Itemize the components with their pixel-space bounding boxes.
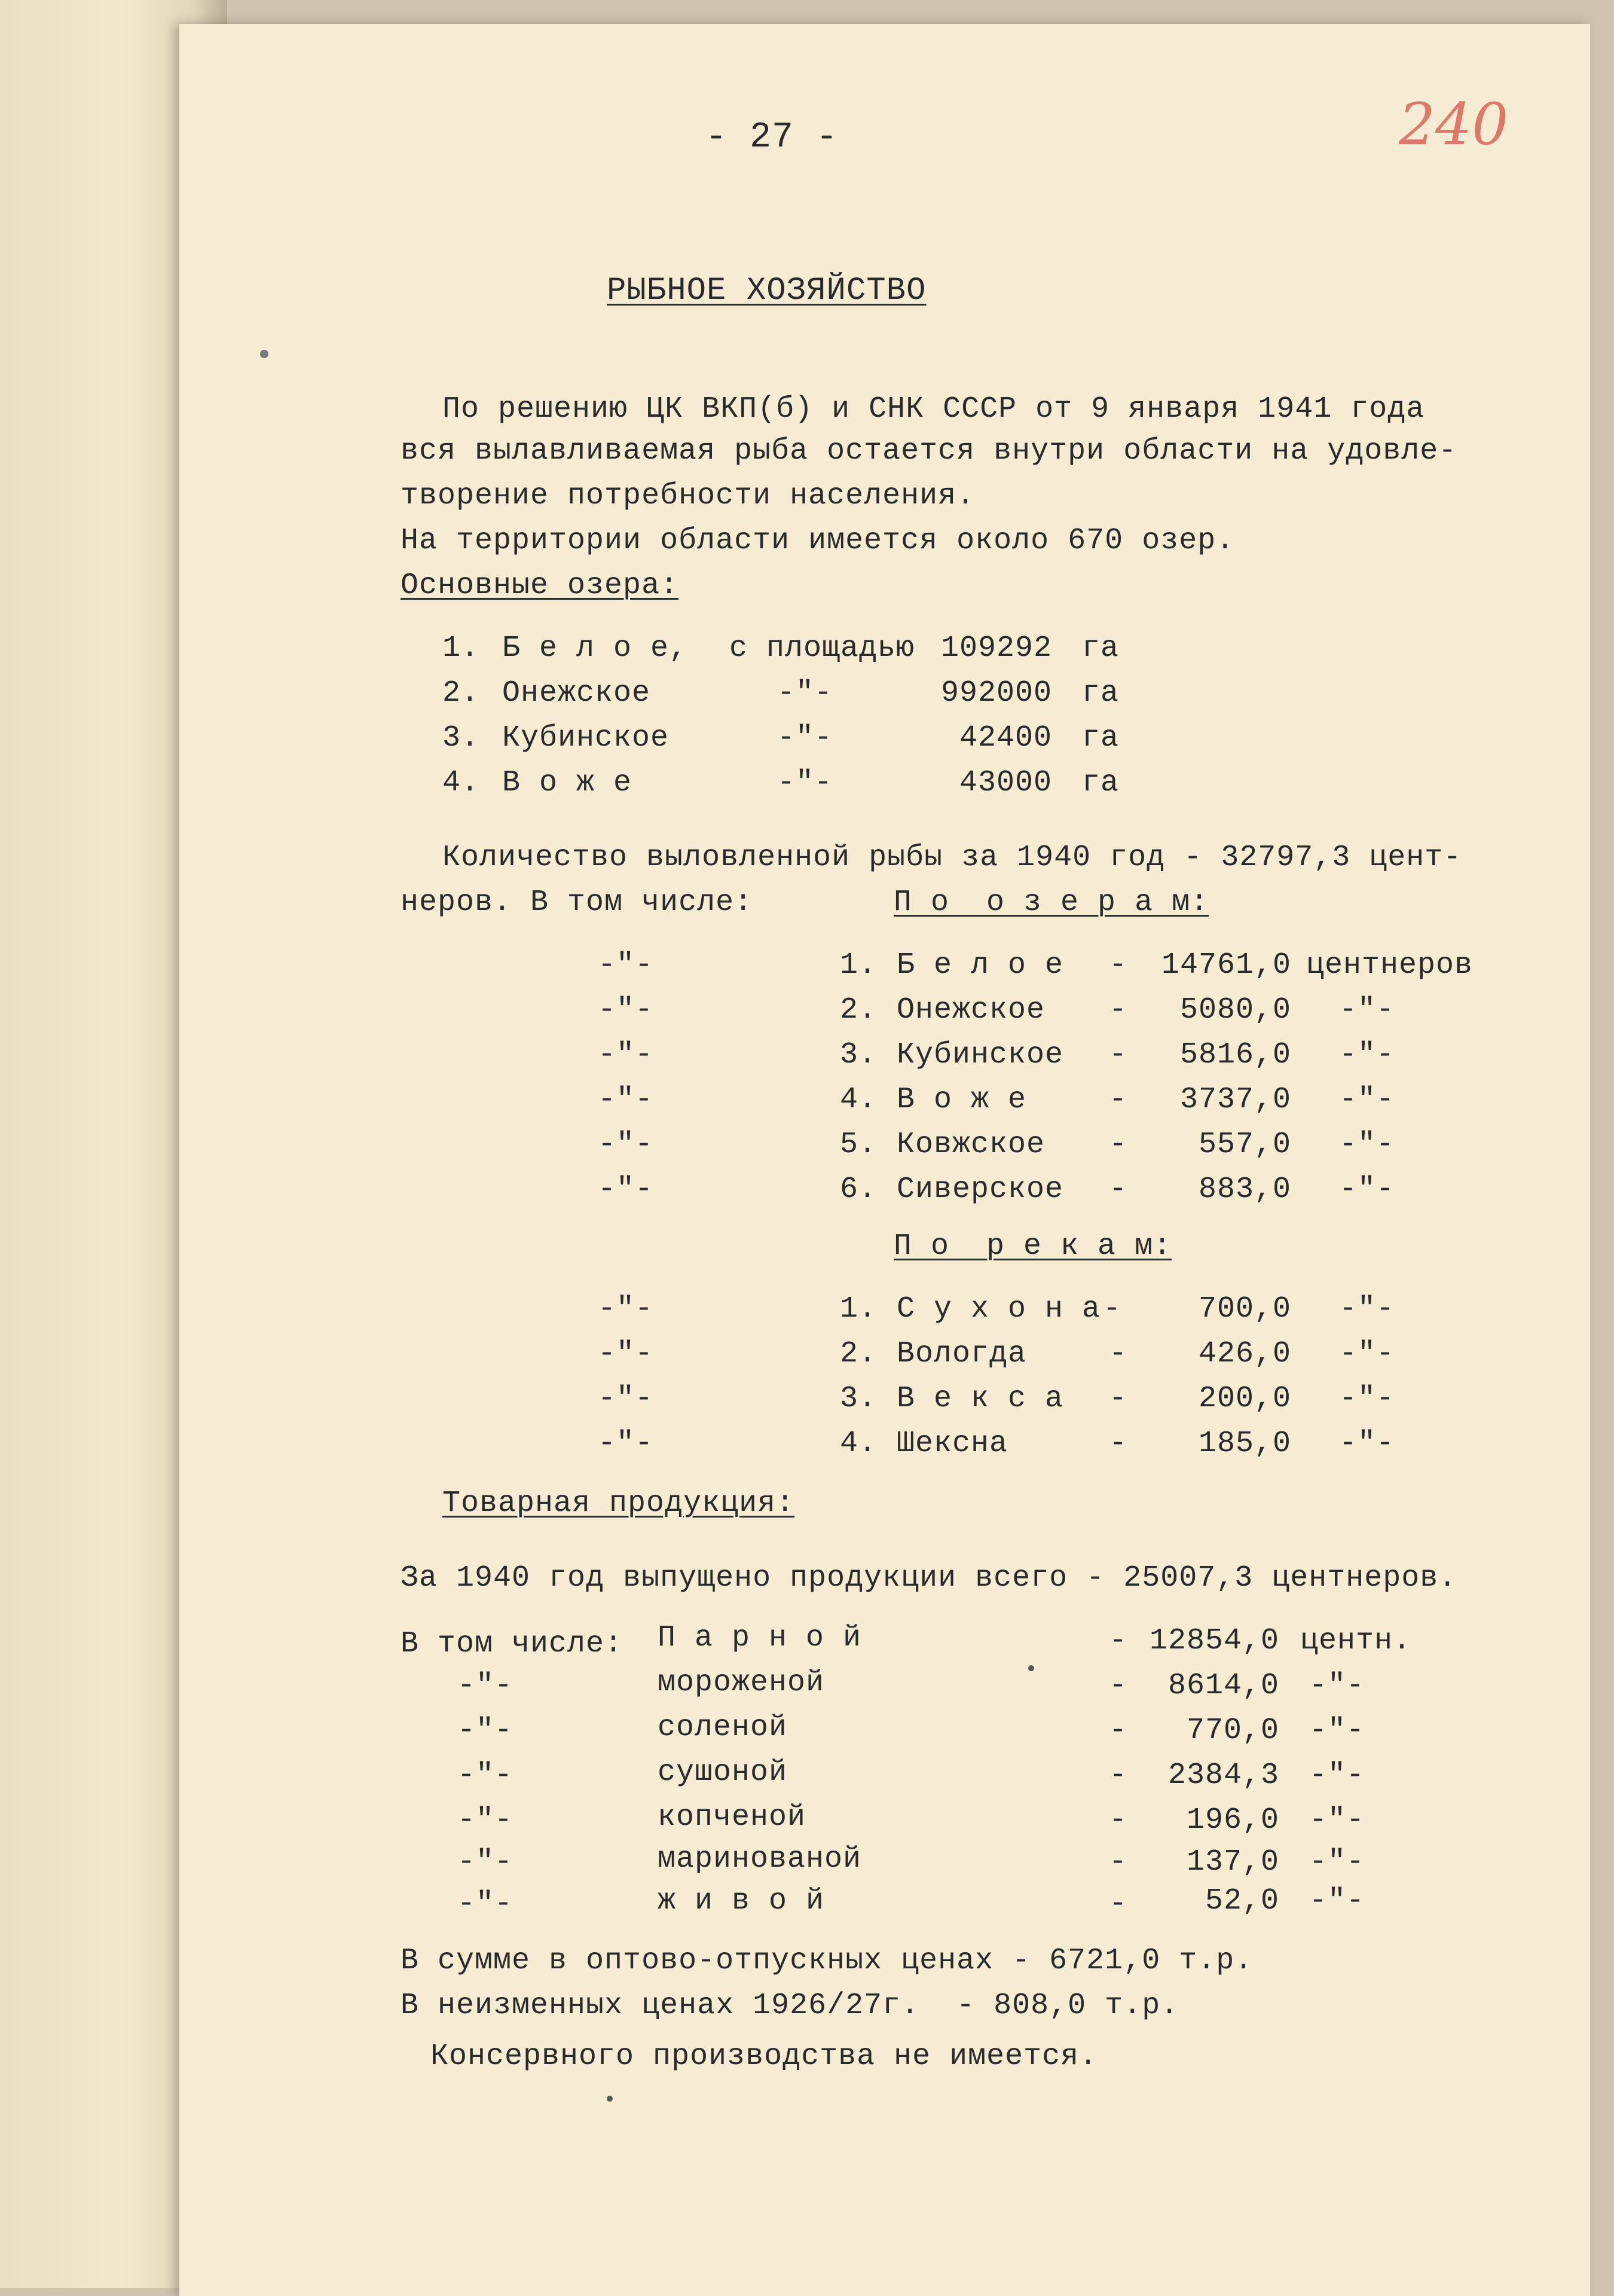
lake-num: 3. (442, 721, 480, 755)
lake-note: -"- (777, 721, 833, 755)
row-num: 2. (840, 1337, 878, 1371)
product-name: копченой (658, 1800, 806, 1834)
row-name: Ковжское (897, 1128, 1046, 1162)
product-prefix: -"- (457, 1714, 513, 1748)
product-unit: -"- (1309, 1845, 1365, 1879)
row-num: 1. (840, 1292, 878, 1326)
catch-line-2: неров. В том числе: (401, 886, 753, 920)
lake-num: 1. (442, 631, 480, 665)
product-unit: -"- (1309, 1669, 1365, 1703)
row-num: 1. (840, 948, 878, 982)
ditto-mark: -"- (598, 1128, 654, 1162)
intro-line-4: На территории области имеется около 670 озер. (401, 524, 1235, 558)
lake-area: 109292 (940, 631, 1052, 665)
section-title: РЫБНОЕ ХОЗЯЙСТВО (607, 273, 927, 309)
product-unit: -"- (1309, 1758, 1365, 1793)
row-value: 426,0 (1198, 1337, 1291, 1371)
product-dash: - (1109, 1714, 1128, 1748)
row-unit: -"- (1339, 993, 1395, 1027)
binding-hole-mark (260, 350, 268, 358)
cannery-note: Консервного производства не имеется. (430, 2039, 1098, 2074)
lake-area: 42400 (959, 721, 1052, 755)
commodity-total: За 1940 год выпущено продукции всего - 25007,3 центнеров. (401, 1561, 1457, 1595)
row-num: 3. (840, 1382, 878, 1416)
row-name: С у х о н а (897, 1292, 1101, 1326)
product-prefix: -"- (457, 1845, 513, 1879)
row-unit: -"- (1339, 1427, 1395, 1461)
document-page (179, 24, 1590, 2296)
product-unit: -"- (1309, 1803, 1365, 1837)
lake-note: с площадью (729, 631, 915, 665)
row-dash: - (1109, 1083, 1128, 1117)
product-unit: -"- (1309, 1714, 1365, 1748)
row-num: 4. (840, 1083, 878, 1117)
ditto-mark: -"- (598, 948, 654, 982)
intro-line-1: По решению ЦК ВКП(б) и СНК СССР от 9 января 1941 года (442, 392, 1425, 426)
row-value: 700,0 (1198, 1292, 1291, 1326)
row-unit: -"- (1339, 1337, 1395, 1371)
product-unit: центн. (1300, 1624, 1412, 1658)
product-dash: - (1109, 1669, 1128, 1703)
ditto-mark: -"- (598, 1382, 654, 1416)
ditto-mark: -"- (598, 1173, 654, 1207)
row-value: 200,0 (1198, 1382, 1291, 1416)
row-unit: -"- (1339, 1128, 1395, 1162)
sum-constant-prices: В неизменных ценах 1926/27г. - 808,0 т.р. (401, 1989, 1179, 2023)
row-unit: центнеров (1306, 948, 1474, 982)
sum-wholesale: В сумме в оптово-отпускных ценах - 6721,0 т.р. (401, 1944, 1254, 1978)
row-name: Онежское (897, 993, 1046, 1027)
product-dash: - (1109, 1887, 1128, 1921)
row-dash: - (1109, 948, 1128, 982)
ditto-mark: -"- (598, 1083, 654, 1117)
lake-num: 4. (442, 766, 480, 800)
intro-line-3: творение потребности населения. (401, 479, 976, 513)
row-value: 3737,0 (1179, 1083, 1291, 1117)
product-prefix: -"- (457, 1669, 513, 1703)
row-unit: -"- (1339, 1083, 1395, 1117)
row-dash: - (1109, 993, 1128, 1027)
lake-name: Кубинское (502, 721, 670, 755)
product-name: мороженой (658, 1666, 825, 1700)
row-name: Б е л о е (897, 948, 1064, 982)
row-num: 5. (840, 1128, 878, 1162)
ditto-mark: -"- (598, 993, 654, 1027)
catch-line-1: Количество выловленной рыбы за 1940 год - 32797,3 цент- (442, 841, 1462, 875)
product-prefix: -"- (457, 1758, 513, 1793)
row-dash: - (1109, 1128, 1128, 1162)
product-value: 12854,0 (1149, 1624, 1279, 1658)
row-value: 557,0 (1198, 1128, 1291, 1162)
product-value: 2384,3 (1167, 1758, 1279, 1793)
lake-unit: га (1082, 631, 1120, 665)
by-rivers-heading: П о р е к а м: (894, 1229, 1172, 1263)
row-name: Шексна (897, 1427, 1008, 1461)
product-name: ж и в о й (658, 1884, 825, 1918)
product-name: П а р н о й (658, 1621, 862, 1655)
product-value: 770,0 (1186, 1714, 1279, 1748)
product-name: соленой (658, 1711, 788, 1745)
commodity-heading: Товарная продукция: (442, 1486, 795, 1521)
ink-dot (607, 2096, 613, 2102)
row-dash: - (1103, 1292, 1122, 1326)
row-name: В е к с а (897, 1382, 1064, 1416)
ditto-mark: -"- (598, 1292, 654, 1326)
row-name: Кубинское (897, 1038, 1064, 1072)
lake-name: Б е л о е, (502, 631, 688, 665)
lakes-heading: Основные озера: (401, 569, 679, 603)
row-value: 14761,0 (1161, 948, 1291, 982)
product-prefix: -"- (457, 1887, 513, 1921)
row-dash: - (1109, 1382, 1128, 1416)
row-value: 5080,0 (1179, 993, 1291, 1027)
archive-folio-number: 240 (1399, 91, 1509, 158)
row-unit: -"- (1339, 1292, 1395, 1326)
row-value: 185,0 (1198, 1427, 1291, 1461)
product-value: 137,0 (1186, 1845, 1279, 1879)
lake-note: -"- (777, 676, 833, 710)
row-value: 883,0 (1198, 1173, 1291, 1207)
lake-unit: га (1082, 676, 1120, 710)
lake-area: 992000 (940, 676, 1052, 710)
product-value: 8614,0 (1167, 1669, 1279, 1703)
lake-name: Онежское (502, 676, 651, 710)
product-prefix: В том числе: (401, 1627, 623, 1661)
row-num: 2. (840, 993, 878, 1027)
row-name: В о ж е (897, 1083, 1027, 1117)
row-num: 3. (840, 1038, 878, 1072)
lake-area: 43000 (959, 766, 1052, 800)
product-dash: - (1109, 1624, 1128, 1658)
row-num: 4. (840, 1427, 878, 1461)
product-unit: -"- (1309, 1884, 1365, 1918)
row-unit: -"- (1339, 1038, 1395, 1072)
lake-name: В о ж е (502, 766, 632, 800)
lake-note: -"- (777, 766, 833, 800)
ink-dot (1028, 1665, 1034, 1671)
page-number: - 27 - (705, 117, 839, 158)
by-lakes-heading: П о о з е р а м: (894, 886, 1209, 920)
intro-line-2: вся вылавливаемая рыба остается внутри области на удовле- (401, 434, 1457, 468)
product-name: маринованой (658, 1842, 862, 1876)
lake-unit: га (1082, 721, 1120, 755)
row-value: 5816,0 (1179, 1038, 1291, 1072)
row-dash: - (1109, 1038, 1128, 1072)
row-unit: -"- (1339, 1173, 1395, 1207)
ditto-mark: -"- (598, 1038, 654, 1072)
row-name: Вологда (897, 1337, 1027, 1371)
ditto-mark: -"- (598, 1427, 654, 1461)
lake-num: 2. (442, 676, 480, 710)
product-value: 196,0 (1186, 1803, 1279, 1837)
product-value: 52,0 (1205, 1884, 1279, 1918)
row-dash: - (1109, 1427, 1128, 1461)
product-dash: - (1109, 1845, 1128, 1879)
row-num: 6. (840, 1173, 878, 1207)
row-unit: -"- (1339, 1382, 1395, 1416)
lake-unit: га (1082, 766, 1120, 800)
product-dash: - (1109, 1803, 1128, 1837)
row-dash: - (1109, 1173, 1128, 1207)
ditto-mark: -"- (598, 1337, 654, 1371)
product-name: сушоной (658, 1755, 788, 1790)
product-prefix: -"- (457, 1803, 513, 1837)
row-name: Сиверское (897, 1173, 1064, 1207)
product-dash: - (1109, 1758, 1128, 1793)
row-dash: - (1109, 1337, 1128, 1371)
